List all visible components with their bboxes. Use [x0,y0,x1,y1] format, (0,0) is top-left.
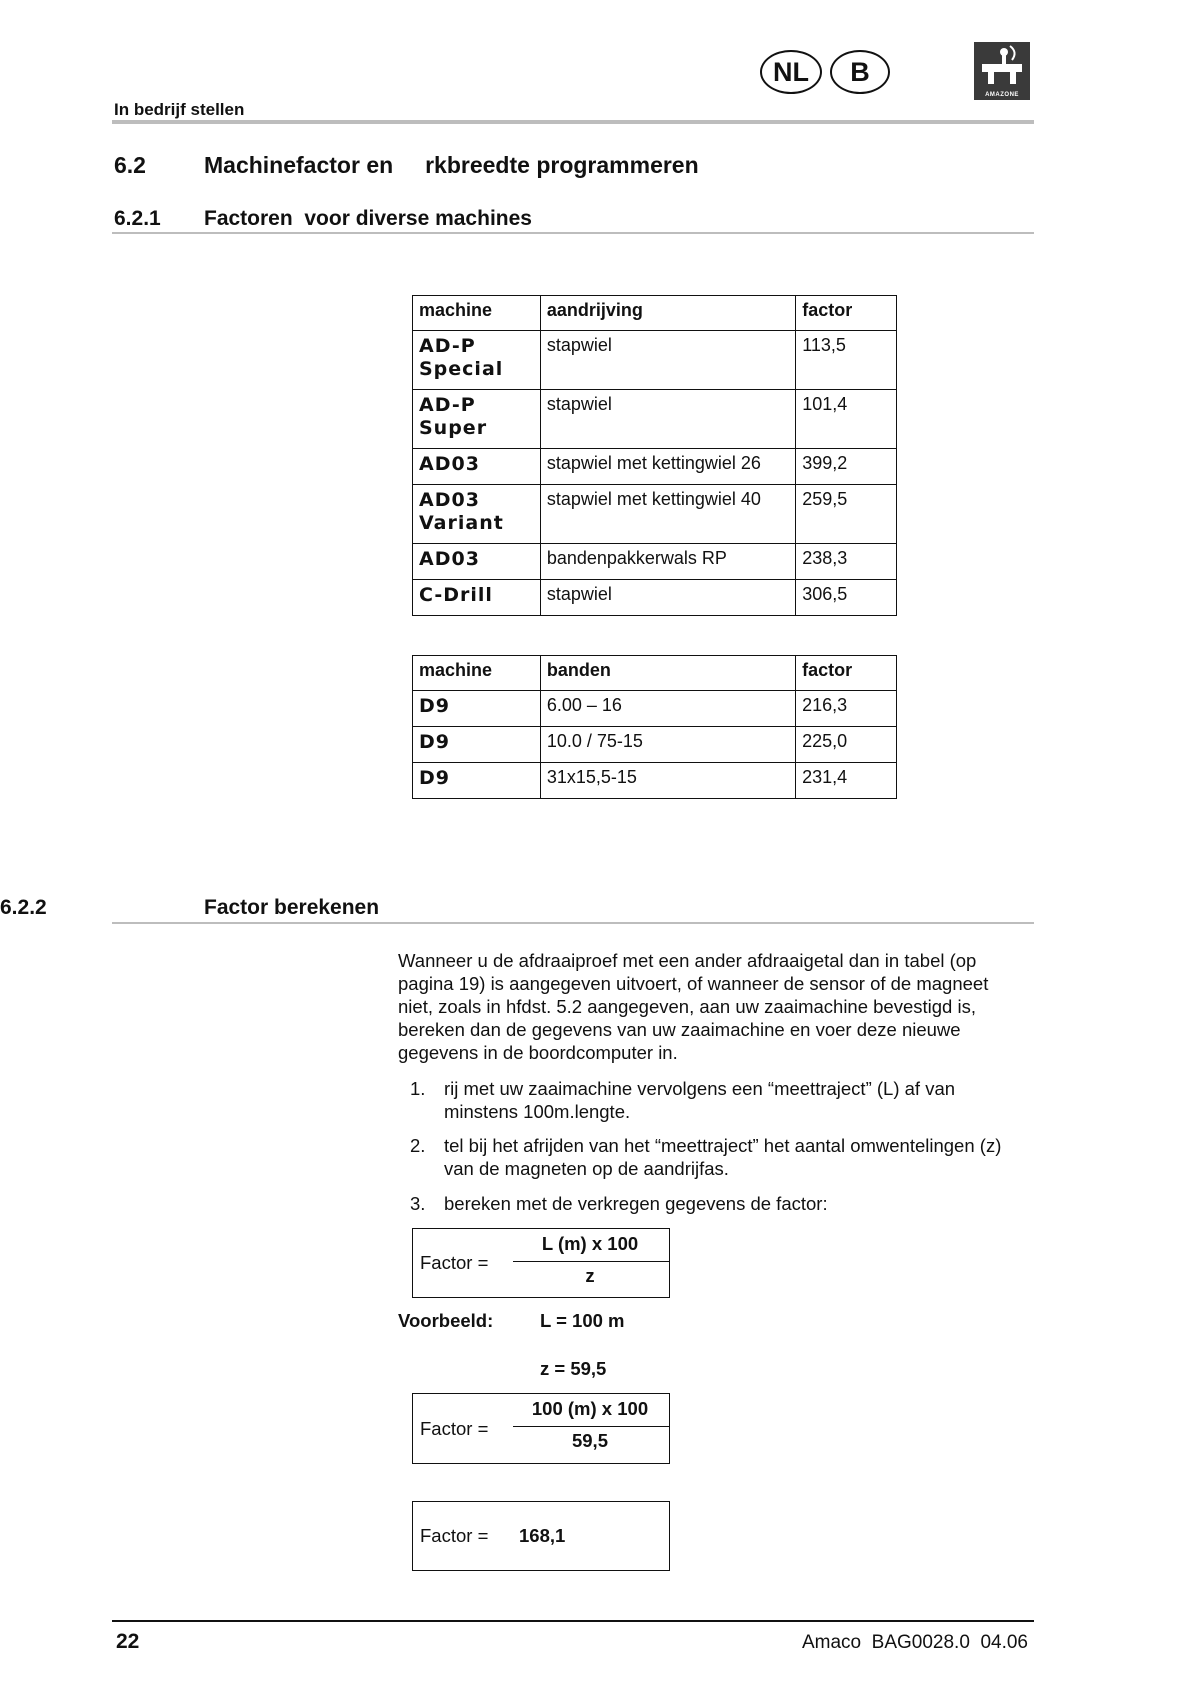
formula-box [412,1228,670,1298]
factor-cell: 306,5 [796,580,897,616]
section-number-6-2-2: 6.2.2 [0,896,47,919]
header-rule [112,120,1034,124]
table-row [413,485,897,544]
tyres-cell: 31x15,5-15 [540,763,795,799]
intro-paragraph: Wanneer u de afdraaiproef met een ander afdraaigetal dan in tabel (op pagina 19) is aangegeven uitvoert, of wanneer de sensor of de magneet niet, zoals in hfdst. 5.2 aangegeven, aan uw zaaimachine bevestigd is, bereken dan de gegevens van uw zaaimachine en voer deze nieuwe gegevens in de boordcomputer in. [398,950,989,1063]
col-header-machine: machine [413,296,541,331]
formula-example-box [412,1393,670,1464]
formula-label: Factor = [420,1252,489,1273]
step-text: rij met uw zaaimachine vervolgens een “meettraject” (L) af van minstens 100m.lengte. [444,1078,956,1122]
table-row [413,691,897,727]
result-value: 168,1 [519,1525,566,1546]
machine-name: D9 [413,763,541,799]
step-number: 2. [410,1135,426,1156]
machine-name: C-Drill [413,580,541,616]
col-header-tyres: banden [540,656,795,691]
machine-name: AD03 Variant [413,485,541,544]
table-row [413,390,897,449]
section-number-6-2-1: 6.2.1 [114,207,161,230]
logo-text: AMAZONE [985,92,1019,98]
formula-label: Factor = [420,1418,489,1439]
document-id: Amaco BAG0028.0 04.06 [801,1632,1028,1653]
step-2 [410,1134,1030,1179]
factor-cell: 113,5 [796,331,897,390]
drive-cell: stapwiel met kettingwiel 40 [540,485,795,544]
machine-name: AD-P Special [413,331,541,390]
section-title-6-2: Machinefactor en rkbreedte programmeren [204,152,699,178]
factor-cell: 259,5 [796,485,897,544]
table-row [413,449,897,485]
drive-cell: bandenpakkerwals RP [540,544,795,580]
step-text: bereken met de verkregen gegevens de factor: [444,1193,828,1214]
tyres-cell: 6.00 – 16 [540,691,795,727]
drive-cell: stapwiel [540,390,795,449]
table-row [413,763,897,799]
footer-rule [112,1620,1034,1622]
table-row [413,544,897,580]
step-number: 1. [410,1078,426,1099]
page-number: 22 [116,1630,140,1653]
factor-cell: 216,3 [796,691,897,727]
formula-denominator: z [585,1265,595,1286]
table-row [413,331,897,390]
result-box [412,1501,670,1571]
logo-farmer-icon [974,42,1030,90]
tyres-cell: 10.0 / 75-15 [540,727,795,763]
amazone-logo [974,42,1030,100]
col-header-drive: aandrijving [540,296,795,331]
machine-name: AD-P Super [413,390,541,449]
formula-numerator: L (m) x 100 [541,1233,639,1254]
machine-name: AD03 [413,449,541,485]
col-header-factor: factor [796,656,897,691]
country-badge-b: B [830,50,890,94]
factor-table-drive [412,295,897,616]
machine-name: D9 [413,727,541,763]
section-title-6-2-2: Factor berekenen [204,896,380,919]
machine-name: D9 [413,691,541,727]
result-label: Factor = [420,1525,489,1546]
factor-cell: 225,0 [796,727,897,763]
step-number: 3. [410,1193,426,1214]
example-z-value: z = 59,5 [540,1358,607,1379]
example-label: Voorbeeld: [398,1310,494,1331]
formula-numerator: 100 (m) x 100 [531,1398,649,1419]
fraction-line [513,1426,669,1427]
country-badge-nl: NL [760,50,822,94]
col-header-machine: machine [413,656,541,691]
col-header-factor: factor [796,296,897,331]
factor-cell: 399,2 [796,449,897,485]
example-l-value: L = 100 m [540,1310,625,1331]
table-header-row [413,656,897,691]
section-rule-6-2-1 [112,232,1034,234]
table-row [413,727,897,763]
factor-cell: 238,3 [796,544,897,580]
table-header-row [413,296,897,331]
machine-name: AD03 [413,544,541,580]
section-title-6-2-1: Factoren voor diverse machines [204,207,532,230]
drive-cell: stapwiel met kettingwiel 26 [540,449,795,485]
section-number-6-2: 6.2 [114,152,146,178]
table-row [413,580,897,616]
drive-cell: stapwiel [540,331,795,390]
section-rule-6-2-2 [112,922,1034,924]
factor-cell: 231,4 [796,763,897,799]
formula-denominator: 59,5 [571,1430,608,1451]
step-3 [410,1192,1030,1215]
step-text: tel bij het afrijden van het “meettraject” het aantal omwentelingen (z) van de magneten op de aandrijfas. [444,1135,1002,1179]
drive-cell: stapwiel [540,580,795,616]
fraction-line [513,1261,669,1262]
running-header: In bedrijf stellen [114,100,245,119]
factor-table-tyres [412,655,897,799]
factor-cell: 101,4 [796,390,897,449]
step-1 [410,1077,1030,1122]
